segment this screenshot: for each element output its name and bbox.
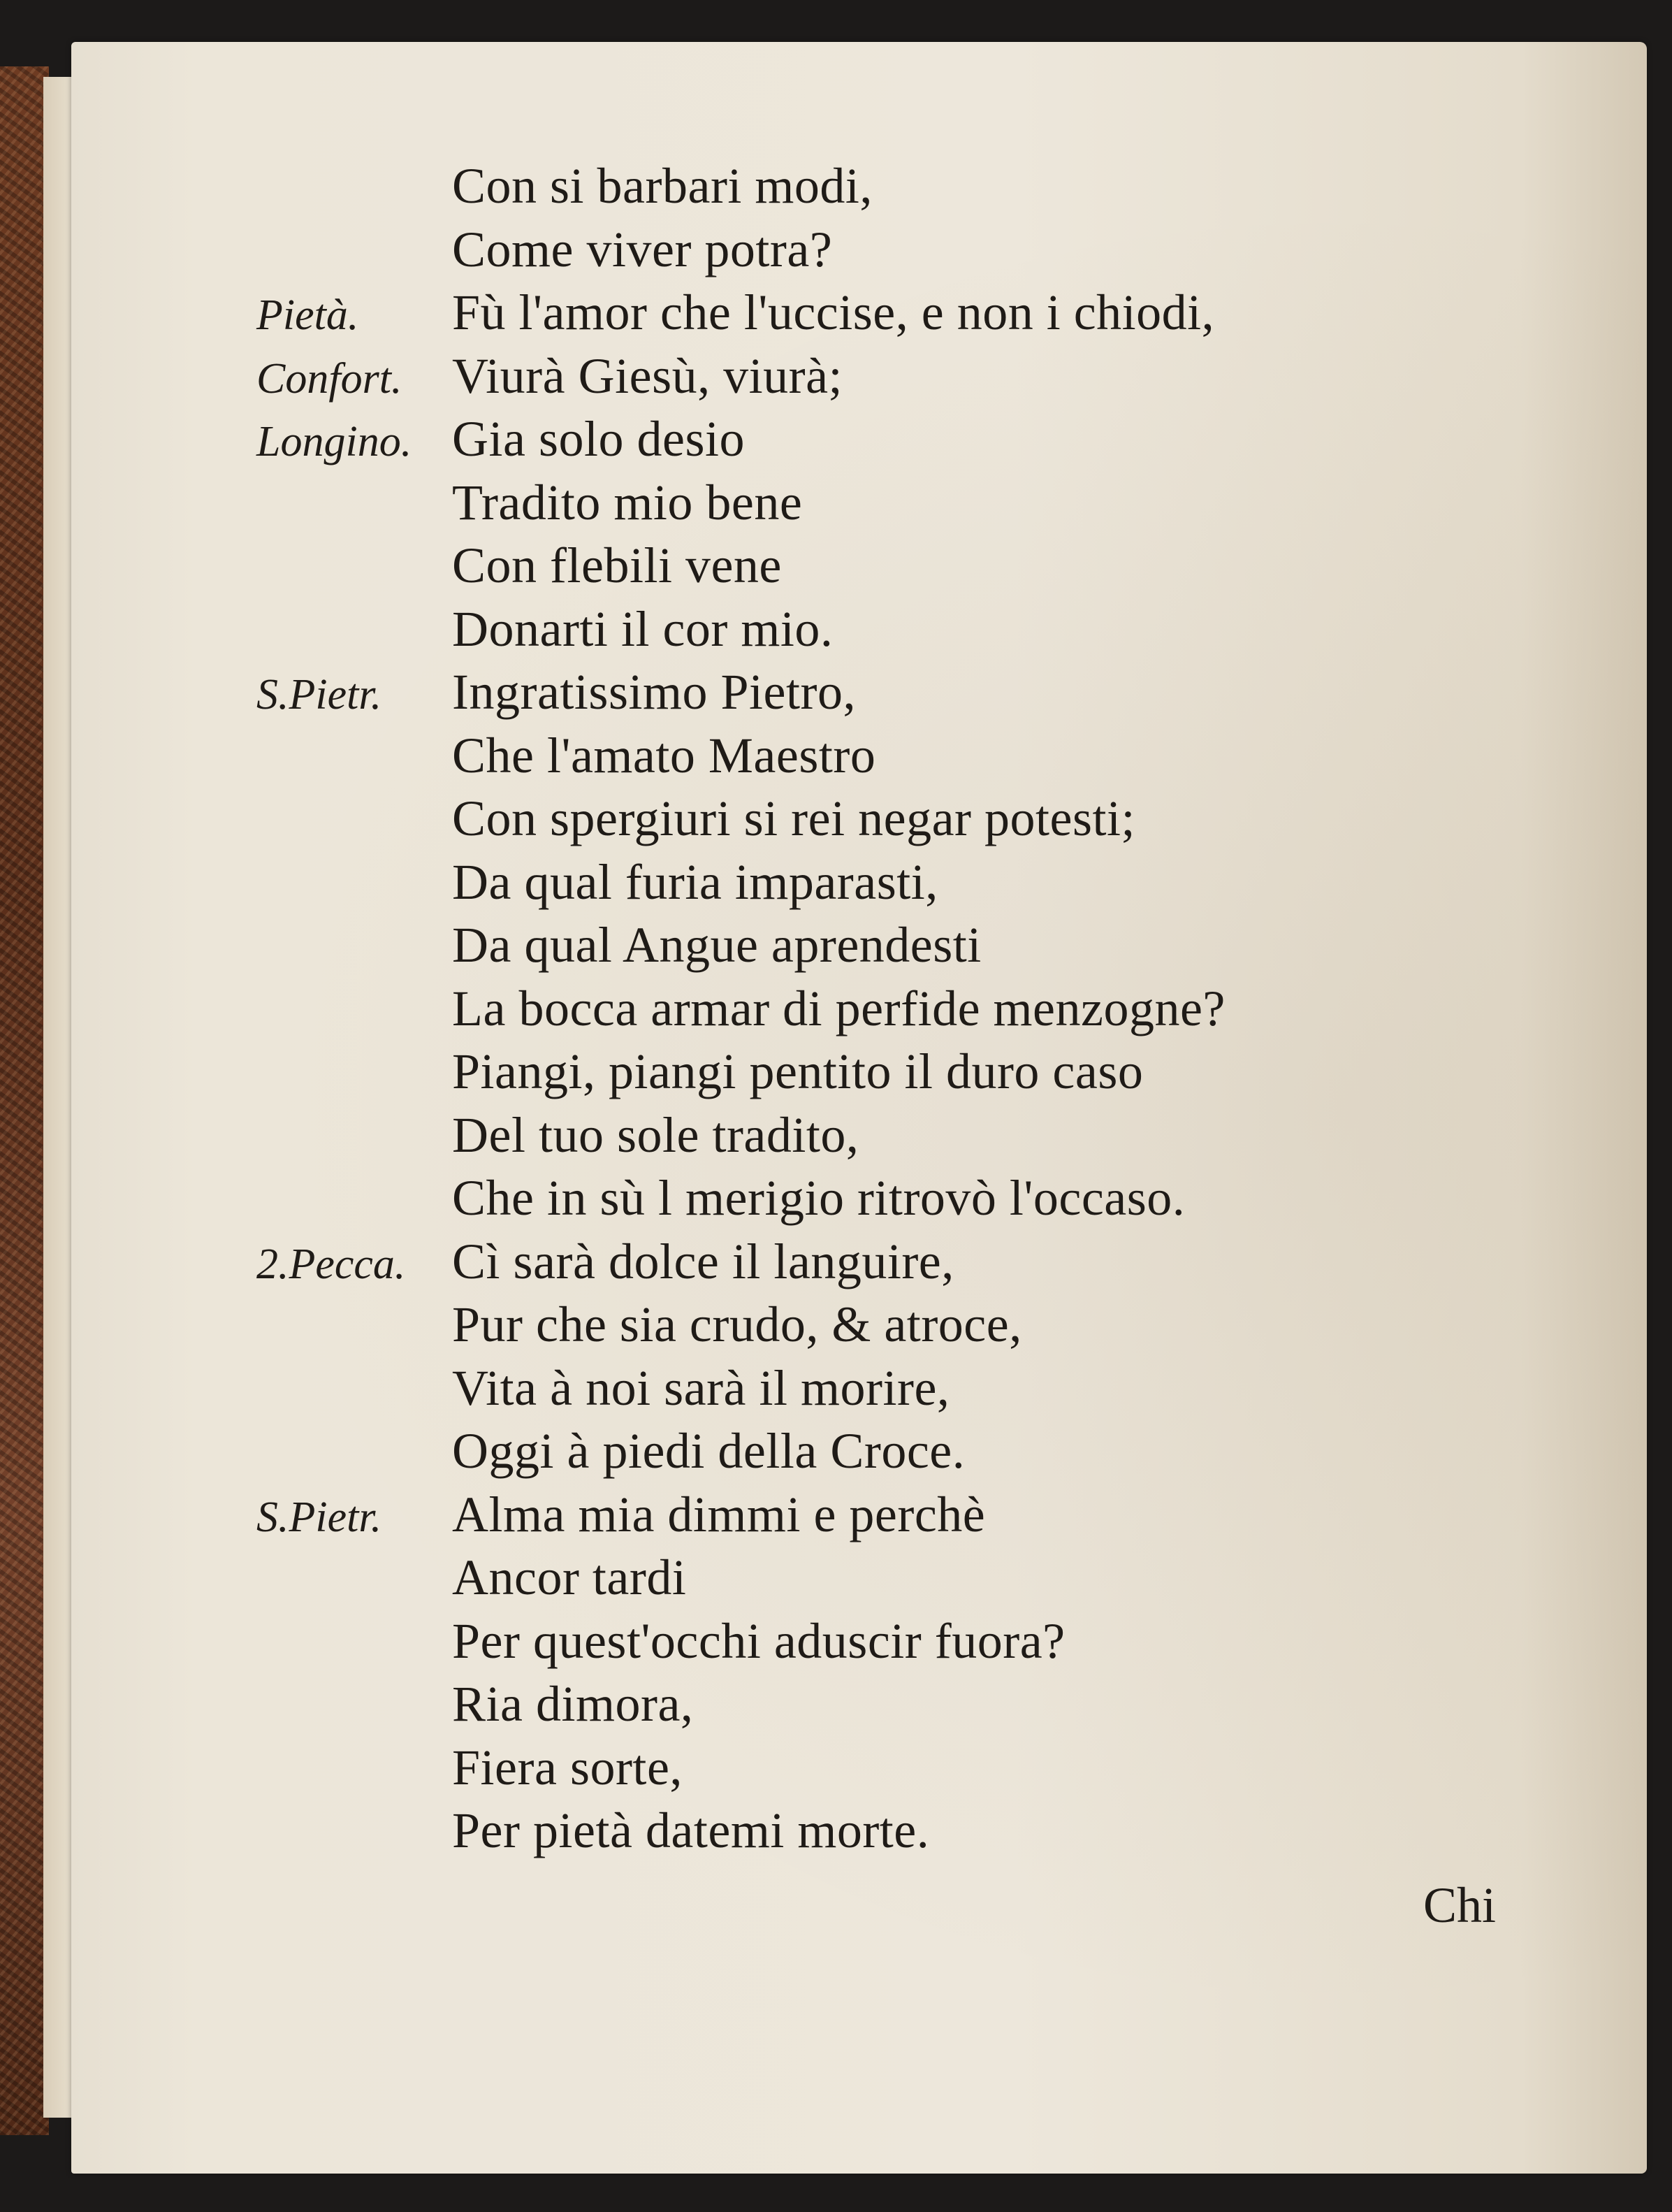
- catchword: Chi: [1423, 1877, 1497, 1933]
- speaker-label: 2.Pecca.: [256, 1241, 406, 1288]
- verse-line: Oggi à piedi della Croce.: [452, 1423, 966, 1479]
- speaker-label: S.Pietr.: [256, 671, 382, 718]
- speaker-label: Confort.: [256, 355, 402, 403]
- speaker-label: Pietà.: [256, 291, 359, 339]
- verse-line: Vita à noi sarà il morire,: [452, 1360, 950, 1416]
- verse-line: La bocca armar di perfide menzogne?: [452, 981, 1226, 1036]
- verse-line: Piangi, piangi pentito il duro caso: [452, 1043, 1144, 1099]
- verse-line: Gia solo desio: [452, 411, 745, 467]
- marbled-cover-board: [0, 66, 49, 2135]
- verse-line: Cì sarà dolce il languire,: [452, 1234, 954, 1289]
- verse-line: Con spergiuri si rei negar potesti;: [452, 790, 1136, 846]
- verse-line: Con si barbari modi,: [452, 158, 873, 214]
- verse-line: Come viver potra?: [452, 222, 833, 277]
- verse-line: Fiera sorte,: [452, 1740, 683, 1795]
- verse-line: Fù l'amor che l'uccise, e non i chiodi,: [452, 284, 1215, 340]
- verse-line: Ria dimora,: [452, 1676, 694, 1732]
- verse-line: Che in sù l merigio ritrovò l'occaso.: [452, 1170, 1186, 1226]
- verse-line: Alma mia dimmi e perchè: [452, 1487, 986, 1542]
- show-through-texture: [910, 161, 1608, 2048]
- verse-line: Da qual Angue aprendesti: [452, 917, 982, 973]
- verse-line: Per quest'occhi aduscir fuora?: [452, 1613, 1066, 1669]
- verse-line: Che l'amato Maestro: [452, 728, 876, 783]
- verse-line: Ancor tardi: [452, 1549, 687, 1605]
- verse-line: Donarti il cor mio.: [452, 601, 834, 657]
- verse-line: Con flebili vene: [452, 537, 782, 593]
- verse-line: Da qual furia imparasti,: [452, 854, 938, 910]
- verse-line: Del tuo sole tradito,: [452, 1107, 859, 1163]
- verse-line: Pur che sia crudo, & atroce,: [452, 1296, 1022, 1352]
- verse-line: Ingratissimo Pietro,: [452, 664, 856, 720]
- speaker-label: S.Pietr.: [256, 1494, 382, 1541]
- speaker-label: Longino.: [256, 418, 412, 465]
- verse-line: Viurà Giesù, viurà;: [452, 348, 843, 404]
- page: [71, 42, 1647, 2174]
- verse-line: Tradito mio bene: [452, 475, 803, 530]
- verse-line: Per pietà datemi morte.: [452, 1802, 930, 1858]
